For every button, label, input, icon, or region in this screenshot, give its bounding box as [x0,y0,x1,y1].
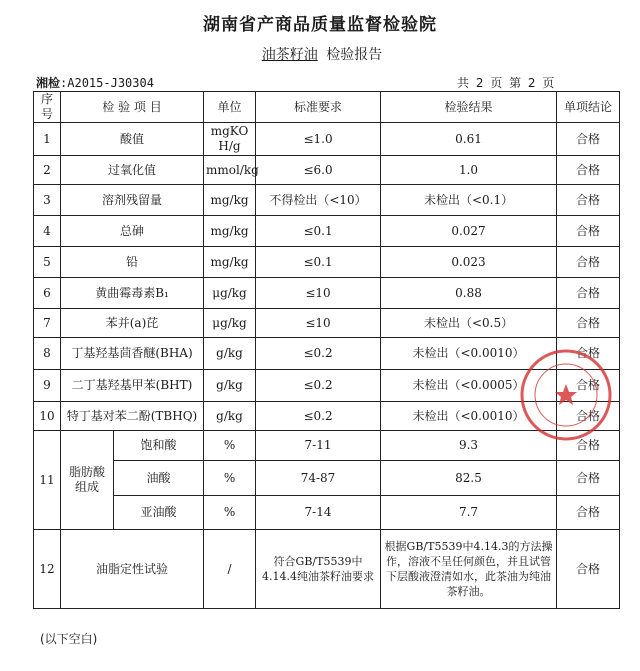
row-standard: ≤0.2 [256,338,381,370]
institute-title: 湖南省产商品质量监督检验院 [203,15,437,35]
row-seq: 1 [34,123,61,156]
row-unit: / [204,530,256,609]
row-conclusion: 合格 [557,530,620,609]
row-unit: mg/kg [204,185,256,216]
row-conclusion: 合格 [557,461,620,496]
row-result: 未检出（<0.5） [381,309,557,338]
row-seq: 9 [34,370,61,402]
row-item: 过氧化值 [61,156,204,185]
row-seq: 4 [34,216,61,247]
row-seq: 5 [34,247,61,278]
row-standard: ≤0.1 [256,216,381,247]
row-unit: mmol/kg [204,156,256,185]
row-seq: 2 [34,156,61,185]
row-standard: ≤0.2 [256,402,381,431]
row-result: 9.3 [381,431,557,461]
row-item: 酸值 [61,123,204,156]
table-row [34,156,620,185]
row-unit: % [204,496,256,530]
row-unit: μg/kg [204,278,256,309]
page-info: 共 2 页 第 2 页 [457,76,555,90]
row-unit: g/kg [204,370,256,402]
row-conclusion: 合格 [557,431,620,461]
row-seq: 10 [34,402,61,431]
row-item: 油脂定性试验 [61,530,204,609]
report-subtitle [0,44,640,64]
header-seq: 序号 [34,92,61,123]
row-unit: mg/kg [204,216,256,247]
row-result: 7.7 [381,496,557,530]
row-standard: ≤0.1 [256,247,381,278]
row-unit: μg/kg [204,309,256,338]
row-seq: 12 [34,530,61,609]
row-item: 丁基羟基茴香醚(BHA) [61,338,204,370]
row-conclusion: 合格 [557,496,620,530]
row-conclusion: 合格 [557,278,620,309]
table-row [34,461,620,496]
row-result: 根据GB/T5539中4.14.3的方法操作，溶液不呈任何颜色，并且试管下层酸液澄清如水，此茶油为纯油茶籽油。 [381,530,557,609]
row-seq: 8 [34,338,61,370]
seal-star [555,384,577,405]
row-conclusion: 合格 [557,216,620,247]
table-row [34,278,620,309]
row-item: 铅 [61,247,204,278]
row-unit: g/kg [204,338,256,370]
row-unit: mgKOH/g [204,123,256,156]
row-result: 0.027 [381,216,557,247]
row-item: 总砷 [61,216,204,247]
row-conclusion: 合格 [557,402,620,431]
row-result: 未检出（<0.1） [381,185,557,216]
header-result: 检验结果 [381,92,557,123]
row-result: 1.0 [381,156,557,185]
row-conclusion: 合格 [557,338,620,370]
row-result: 0.61 [381,123,557,156]
table-row [34,530,620,609]
row-standard: ≤0.2 [256,370,381,402]
table-row [34,123,620,156]
row-standard: ≤6.0 [256,156,381,185]
table-row [34,185,620,216]
row-unit: g/kg [204,402,256,431]
row-result: 未检出（<0.0010） [381,402,557,431]
row-seq: 7 [34,309,61,338]
row-result: 0.88 [381,278,557,309]
row-item: 亚油酸 [114,496,204,530]
table-header-row [34,92,620,123]
table-row [34,247,620,278]
document-number-value: :A2015-J30304 [60,76,154,90]
row-item: 溶剂残留量 [61,185,204,216]
row-item: 饱和酸 [114,431,204,461]
row-conclusion: 合格 [557,123,620,156]
header-item: 检 验 项 目 [61,92,204,123]
row-standard: ≤10 [256,278,381,309]
row-result: 未检出（<0.0005） [381,370,557,402]
row-conclusion: 合格 [557,185,620,216]
row-conclusion: 合格 [557,309,620,338]
table-row [34,309,620,338]
row-standard: 74-87 [256,461,381,496]
product-name: 油茶籽油 [261,47,318,63]
header-standard: 标准要求 [256,92,381,123]
row-result: 82.5 [381,461,557,496]
table-row [34,496,620,530]
report-name: 检验报告 [326,47,383,63]
row-standard: 7-11 [256,431,381,461]
row-item: 特丁基对苯二酚(TBHQ) [61,402,204,431]
header-conclusion: 单项结论 [557,92,620,123]
row-conclusion: 合格 [557,370,620,402]
document-number [36,74,154,91]
fatty-acid-group-label: 脂肪酸组成 [61,431,114,530]
row-conclusion: 合格 [557,156,620,185]
official-seal-stamp [519,348,613,442]
row-seq: 3 [34,185,61,216]
row-item: 二丁基羟基甲苯(BHT) [61,370,204,402]
row-standard: 7-14 [256,496,381,530]
row-seq: 6 [34,278,61,309]
row-standard: 符合GB/T5539中4.14.4纯油茶籽油要求 [256,530,381,609]
row-unit: % [204,461,256,496]
row-item: 苯并(a)芘 [61,309,204,338]
row-result: 0.023 [381,247,557,278]
document-label: 湘检 [36,76,61,90]
row-standard: 不得检出（<10） [256,185,381,216]
row-standard: ≤1.0 [256,123,381,156]
row-result: 未检出（<0.0010） [381,338,557,370]
row-unit: mg/kg [204,247,256,278]
row-conclusion: 合格 [557,247,620,278]
row-unit: % [204,431,256,461]
row-item: 油酸 [114,461,204,496]
row-standard: ≤10 [256,309,381,338]
table-row [34,216,620,247]
blank-below-note: (以下空白) [40,632,98,646]
header-unit: 单位 [204,92,256,123]
row-item: 黄曲霉毒素B₁ [61,278,204,309]
row-seq: 11 [34,431,61,530]
